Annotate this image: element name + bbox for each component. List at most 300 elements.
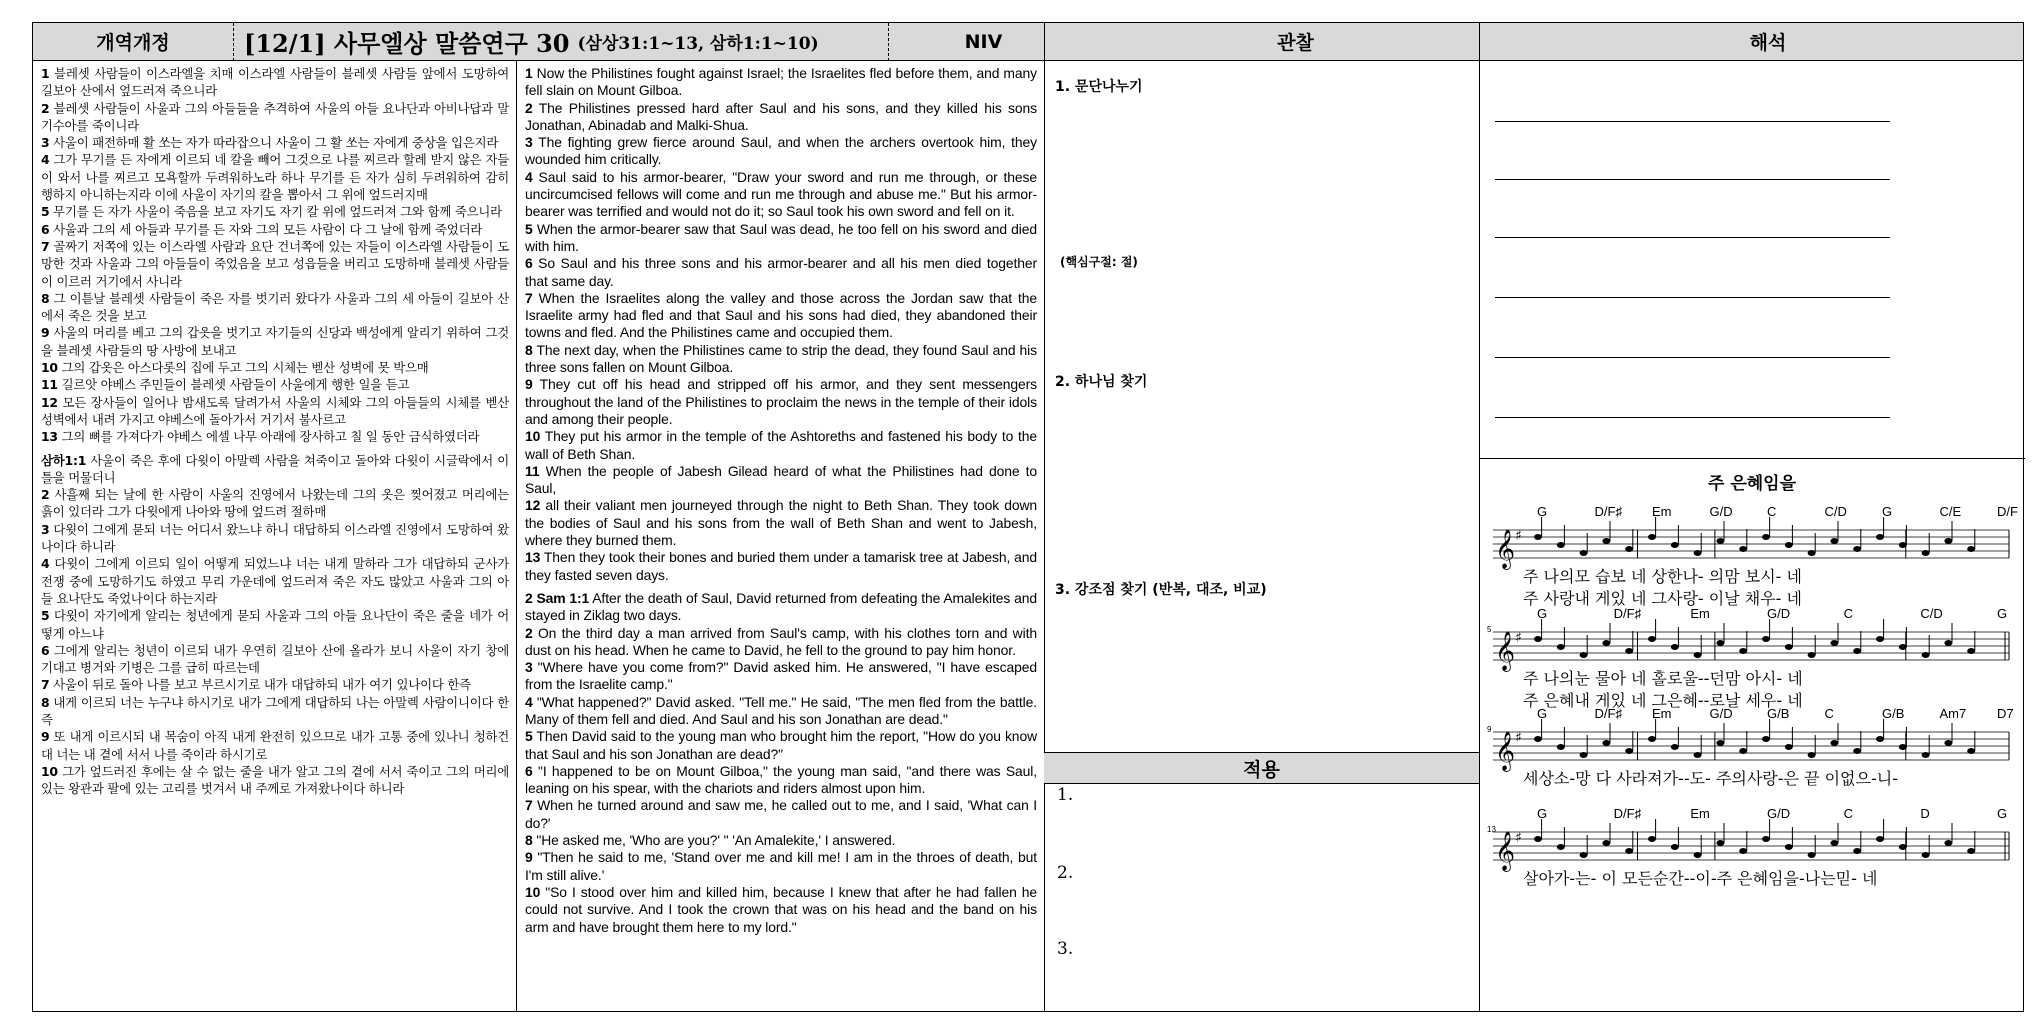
note-head [1830,740,1838,746]
page-title [233,23,888,61]
verse [525,342,1037,377]
verse [41,221,509,238]
note-head [1557,644,1565,650]
note-head [1580,550,1588,556]
verse-text: 다윗이 그에게 묻되 너는 어디서 왔느냐 하니 대답하되 이스라엘 진영에서 도망하여 왔나이다 하니라 [41,521,509,555]
verse [525,694,1037,729]
chord-label: G [1537,504,1548,519]
verse-text: 길르앗 야베스 주민들이 블레셋 사람들이 사울에게 행한 일을 듣고 [57,377,410,393]
note-head [1694,652,1702,658]
note-head [1694,752,1702,758]
niv-text-column [525,65,1037,936]
note-head [1580,652,1588,658]
chord-label: Em [1652,504,1672,519]
note-head [1557,844,1565,850]
verse-number: 6 [41,221,50,237]
verse [41,203,509,220]
verse [525,728,1037,763]
verse [41,324,509,359]
verse [41,359,509,376]
verse [41,134,509,151]
verse-text: So Saul and his three sons and his armor-bearer and all his men died together that same day. [525,255,1037,289]
header-observe [1078,23,1513,61]
chord-label: C/D [1824,504,1847,519]
note-head [1967,648,1975,654]
chord-label: G/D [1709,504,1733,519]
apply-item-1: 1. [1057,785,1074,805]
chord-label: Em [1690,606,1710,621]
note-head [1534,736,1542,742]
note-head [1580,852,1588,858]
treble-clef: 𝄞 [1495,831,1516,871]
note-head [1716,840,1724,846]
verse-number: 10 [525,428,541,445]
note-head [1671,844,1679,850]
note-head [1762,534,1770,540]
verse [525,65,1037,100]
song-title: 주 은혜임을 [1707,474,1797,494]
verse [41,65,509,100]
verse-text: Then they took their bones and buried them under a tamarisk tree at Jabesh, and they fasted seven days. [525,549,1037,583]
note-head [1648,836,1656,842]
verse-text: 그에게 알리는 청년이 이르되 내가 우연히 길보아 산에 올라가 보니 사울이 자기 창에 기대고 병거와 기병은 그를 급히 따르는데 [41,642,509,676]
verse [525,463,1037,498]
verse-text: Then David said to the young man who brought him the report, "How do you know that Saul and his son Jonathan are dead?" [525,728,1037,762]
verse-number: 3 [525,659,533,676]
chord-label: D/F♯ [1594,706,1622,721]
korean-passage-2 [41,452,509,798]
verse [525,763,1037,798]
chord-label: G/B [1767,706,1790,721]
header-observe-label: 관찰 [1277,32,1314,54]
note-head [1671,644,1679,650]
note-head [1808,752,1816,758]
note-head [1602,640,1610,646]
verse-number: 8 [41,694,50,710]
verse-number: 12 [525,497,541,514]
chord-label: C [1767,504,1777,519]
verse [41,238,509,290]
verse-text: When the armor-bearer saw that Saul was dead, he too fell on his sword and died with him. [525,220,1037,254]
verse-text: 무기를 든 자가 사울이 죽음을 보고 자기도 자기 칼 위에 엎드러져 그와 함께 죽으니라 [49,204,502,220]
note-head [1922,852,1930,858]
chord-label: D/F♯ [1613,806,1642,821]
verse-text: "I happened to be on Mount Gilboa," the young man said, "and there was Saul, leaning on his spear, with the chariots and riders almost upon him. [525,762,1037,797]
note-head [1785,542,1793,548]
verse [41,428,509,445]
chord-label: D [1920,806,1930,821]
note-head [1602,538,1610,544]
verse-number: 8 [525,832,533,849]
key-verse-label: (핵심구절: 절) [1060,255,1138,269]
verse-text: all their valiant men journeyed through the night to Beth Shan. They took down the bodies of Saul and his sons from the wall of Beth Shan and went to Jabesh, where they burned them. [525,497,1037,549]
korean-text-column [41,65,509,797]
verse [41,694,509,729]
note-head [1899,542,1907,548]
note-head [1922,652,1930,658]
chord-label: G [1537,806,1548,821]
verse-text: 내게 이르되 너는 누구냐 하시기로 내가 그에게 대답하되 나는 아말렉 사람이니이다 한즉 [41,694,509,727]
verse-number: 6 [41,642,50,658]
chord-label: G/D [1767,606,1791,621]
verse-text: 그의 갑옷은 아스다롯의 집에 두고 그의 시체는 벧산 성벽에 못 박으매 [57,360,429,376]
header-niv [888,23,1078,61]
note-head [1534,636,1542,642]
note-head [1876,736,1884,742]
verse [41,151,509,203]
verse [41,486,509,521]
verse [525,549,1037,584]
note-head [1762,636,1770,642]
header-interpret [1513,23,2023,61]
note-head [1602,840,1610,846]
chord-label: Em [1652,706,1672,721]
interpret-line-1 [1495,121,1890,122]
chord-label: D7 [1997,706,2014,721]
verse-number: 13 [41,429,58,445]
verse-number: 7 [525,797,533,814]
verse-number: 6 [525,762,533,779]
chord-label: C [1843,806,1854,821]
note-head [1876,836,1884,842]
interpret-line-6 [1495,417,1890,418]
observe-step-3: 3. 강조점 찾기 (반복, 대조, 비교) [1055,582,1267,598]
verse-text: After the death of Saul, David returned from defeating the Amalekites and stayed in Ziklag two days. [525,589,1038,624]
note-head [1899,844,1907,850]
verse-text: The next day, when the Philistines came to strip the dead, they found Saul and his three sons fallen on Mount Gilboa. [525,341,1037,376]
chord-label: G/D [1709,706,1733,721]
observe-step-1: 1. 문단나누기 [1055,79,1143,95]
verse [525,221,1037,256]
verse [41,676,509,693]
verse-text: 블레셋 사람들이 사울과 그의 아들들을 추격하여 사울의 아들 요나단과 아비나답과 말기수아를 죽이니라 [41,100,509,133]
verse [525,884,1037,936]
verse-text: 사울과 그의 세 아들과 무기를 든 자와 그의 모든 사람이 다 그 날에 함께 죽었더라 [49,221,483,237]
verse-number: 6 [525,255,533,272]
verse-number: 5 [525,220,533,237]
note-head [1739,848,1747,854]
verse [41,376,509,393]
chord-label: G/B [1882,706,1905,721]
note-head [1899,644,1907,650]
interpret-line-4 [1495,297,1890,298]
verse-number: 13 [525,549,541,566]
chord-label: G [1882,504,1893,519]
verse [41,642,509,677]
key-signature-sharp: ♯ [1515,528,1522,544]
verse-text: 사울이 패전하매 활 쏘는 자가 따라잡으니 사울이 그 활 쏘는 자에게 중상을 입은지라 [49,135,499,151]
note-head [1602,740,1610,746]
verse [41,555,509,607]
note-head [1853,546,1861,552]
verse [41,394,509,429]
verse-number: 5 [525,728,533,745]
verse [525,134,1037,169]
verse [525,497,1037,549]
key-signature-sharp: ♯ [1515,630,1522,646]
verse-number: 8 [525,341,533,358]
note-head [1785,844,1793,850]
verse-number: 11 [525,462,540,479]
chord-label: C/D [1920,606,1943,621]
verse-number: 2 [41,100,50,116]
verse-number: 7 [41,677,50,693]
observe-step-2: 2. 하나님 찾기 [1055,374,1148,390]
note-head [1557,744,1565,750]
verse [525,849,1037,884]
interpret-line-3 [1495,237,1890,238]
verse-number: 10 [525,883,541,900]
verse [525,290,1037,342]
verse-text: "Then he said to me, 'Stand over me and kill me! I am in the throes of death, but I'm still alive.' [525,849,1037,883]
note-head [1716,740,1724,746]
note-head [1967,748,1975,754]
verse-text: They put his armor in the temple of the Ashtoreths and fastened his body to the wall of Beth Shan. [525,428,1037,462]
chord-label: G [1537,606,1548,621]
note-head [1922,752,1930,758]
verse [525,255,1037,290]
verse-text: "Where have you come from?" David asked him. He answered, "I have escaped from the Israelite camp." [525,659,1037,693]
chord-label: Em [1690,806,1710,821]
note-head [1739,546,1747,552]
measure-number: 13 [1487,825,1496,834]
note-head [1967,848,1975,854]
note-head [1785,644,1793,650]
note-head [1648,736,1656,742]
key-signature-sharp: ♯ [1515,730,1522,746]
note-head [1853,648,1861,654]
chord-label: C [1824,706,1834,721]
verse-number: 7 [41,238,50,254]
note-head [1739,648,1747,654]
verse-number: 5 [41,608,50,624]
verse-number: 9 [525,376,533,393]
interpret-line-2 [1495,179,1890,180]
lyric-line-2: 주 은혜내 게있 네 그은혜--로날 세우- 네 [1523,691,1803,710]
verse-text: "He asked me, 'Who are you?' " 'An Amalekite,' I answered. [532,832,896,849]
verse-number: 7 [525,289,533,306]
song-score [1479,460,2025,1013]
note-head [1694,852,1702,858]
verse-number: 4 [525,168,533,185]
note-head [1716,538,1724,544]
verse-text: 블레셋 사람들이 이스라엘을 치매 이스라엘 사람들이 블레셋 사람들 앞에서 도망하여 길보아 산에서 엎드러져 죽으니라 [41,66,509,99]
note-head [1671,542,1679,548]
note-head [1876,636,1884,642]
verse [525,797,1037,832]
apply-item-2: 2. [1057,863,1074,883]
verse-number: 4 [525,693,533,710]
note-head [1899,744,1907,750]
note-head [1944,640,1952,646]
note-head [1762,736,1770,742]
verse [41,607,509,642]
verse [41,100,509,135]
verse [41,521,509,556]
verse-number: 4 [41,556,50,572]
verse-text: When the people of Jabesh Gilead heard of what the Philistines had done to Saul, [525,462,1037,497]
note-head [1648,534,1656,540]
chord-label: D/F♯ [1613,606,1642,621]
treble-clef: 𝄞 [1495,529,1516,569]
verse-number: 2 [525,99,533,116]
verse-text: 다윗이 그에게 이르되 일이 어떻게 되었느냐 너는 내게 말하라 그가 대답하되 군사가 전쟁 중에 도망하기도 하였고 무리 가운데에 엎드러져 죽은 자도 많았고 사울과 그의 아들 요나단도 죽었나이다 하는지라 [41,556,509,606]
note-head [1534,534,1542,540]
verse-text: 골짜기 저쪽에 있는 이스라엘 사람과 요단 건너쪽에 있는 자들이 이스라엘 사람들이 도망한 것과 사울과 그의 아들들이 죽었음을 보고 성읍들을 버리고 도망하매 블레셋 사람들이 이르러 거기에서 사니라 [41,238,509,289]
lyric-line-1: 살아가-는- 이 모든순간--이-주 은혜임을-나는믿- 네 [1523,869,1878,888]
header-korean [33,23,233,61]
verse-number: 5 [41,204,50,220]
verse-number: 3 [525,134,533,151]
verse-number: 2 [525,624,533,641]
verse-text: 다윗이 자기에게 알리는 청년에게 묻되 사울과 그의 아들 요나단이 죽은 줄을 네가 어떻게 아느냐 [41,608,509,641]
korean-passage-1 [41,65,509,446]
chord-label: G [1997,606,2008,621]
verse [525,832,1037,849]
title-ref: (삼상31:1~13, 삼하1:1~10) [577,34,819,54]
verse-text: 그가 엎드러진 후에는 살 수 없는 줄을 내가 알고 그의 곁에 서서 죽이고 그의 머리에 있는 왕관과 팔에 있는 고리를 벗겨서 내 주께로 가져왔나이다 하니라 [41,763,509,797]
niv-passage-1 [525,65,1037,584]
note-head [1625,848,1633,854]
verse [525,376,1037,428]
verse [525,590,1037,625]
verse [41,763,509,798]
chord-label: G [1997,806,2008,821]
song-sheet [1479,460,2025,1013]
note-head [1944,840,1952,846]
divider-1 [516,61,517,1011]
note-head [1830,538,1838,544]
verse [41,452,509,487]
verse-text: Saul said to his armor-bearer, "Draw your sword and run me through, or these uncircumcised fellows will come and run me through and abuse me." But his armor-bearer was terrified and would not do it; so Saul took his own sword and fell on it. [525,168,1037,220]
note-head [1557,542,1565,548]
key-signature-sharp: ♯ [1515,830,1522,846]
verse [41,290,509,325]
worksheet-frame [32,22,2024,1012]
verse [525,625,1037,660]
verse-text: 그가 무기를 든 자에게 이르되 네 칼을 빼어 그것으로 나를 찌르라 할례 받지 않은 자들이 와서 나를 찌르고 모욕할까 두려워하노라 하나 무기를 든 자가 심히 두려워하여 감히 행하지 아니하는지라 이에 사울이 자기의 칼을 뽑아서 그 위에 엎드러지매 [41,152,509,203]
apply-title: 적용 [1243,758,1280,781]
verse-number: 3 [41,521,50,537]
verse-text: 모든 장사들이 일어나 밤새도록 달려가서 사울의 시체와 그의 아들들의 시체를 벧산 성벽에서 내려 가지고 야베스에 돌아가서 거기서 불사르고 [41,394,509,427]
note-head [1808,852,1816,858]
verse-number: 10 [41,360,58,376]
chord-label: C/E [1939,504,1962,519]
verse-number: 12 [41,394,58,410]
chord-label: C [1843,606,1854,621]
apply-item-3: 3. [1057,939,1074,959]
verse-text: 사울이 뒤로 돌아 나를 보고 부르시기로 내가 대답하되 내가 여기 있나이다 한즉 [49,677,471,693]
niv-passage-2 [525,590,1037,936]
interpret-line-5 [1495,357,1890,358]
note-head [1808,652,1816,658]
note-head [1830,840,1838,846]
header-korean-label: 개역개정 [96,32,170,54]
verse-text: "What happened?" David asked. "Tell me." He said, "The men fled from the battle. Many of them fell and died. And Saul and his son Jonathan are dead." [525,693,1037,727]
note-head [1922,550,1930,556]
note-head [1625,648,1633,654]
apply-header [1044,752,1479,784]
verse-number: 8 [41,290,50,306]
verse-text: "So I stood over him and killed him, because I knew that after he had fallen he could not survive. And I took the crown that was on his head and the band on his arm and have brought them here to my lord." [525,883,1037,935]
verse-text: When he turned around and saw me, he called out to me, and I said, 'What can I do?' [525,797,1037,831]
note-head [1808,550,1816,556]
note-head [1625,546,1633,552]
chord-label: D/F♯ [1594,504,1622,519]
divider-2 [1044,23,1045,1011]
note-head [1694,550,1702,556]
lyric-line-1: 세상소-망 다 사라져가--도- 주의사랑-은 끝 이없으-니- [1523,769,1898,788]
measure-number: 9 [1487,725,1492,734]
chord-label: D/F [1997,504,2018,519]
note-head [1876,534,1884,540]
verse [525,169,1037,221]
note-head [1762,836,1770,842]
header-niv-label: NIV [964,30,1003,53]
verse [525,100,1037,135]
verse-text: 사흘째 되는 날에 한 사람이 사울의 진영에서 나왔는데 그의 옷은 찢어졌고 머리에는 흙이 있더라 그가 다윗에게 나아와 땅에 엎드려 절하매 [41,487,509,520]
note-head [1853,748,1861,754]
verse-text: When the Israelites along the valley and those across the Jordan saw that the Israelite army had fled and that Saul and his sons had died, they abandoned their towns and fled. And the Philistines came and occupied them. [525,289,1037,341]
measure-number: 5 [1487,625,1492,634]
verse-number: 9 [525,849,533,866]
header-interpret-label: 해석 [1749,32,1787,54]
verse [525,428,1037,463]
chord-label: G/D [1767,806,1791,821]
note-head [1648,636,1656,642]
note-head [1580,752,1588,758]
interpret-bottom-border [1479,458,2025,459]
verse-text: They cut off his head and stripped off his armor, and they sent messengers throughout the land of the Philistines to proclaim the news in the temple of their idols and among their people. [525,376,1037,427]
verse [525,659,1037,694]
note-head [1625,748,1633,754]
title-main: [12/1] 사무엘상 말씀연구 30 [244,29,570,58]
verse-text: 사울이 죽은 후에 다윗이 아말렉 사람을 쳐죽이고 돌아와 다윗이 시글락에서 이틀을 머물더니 [41,452,509,485]
verse-number: 2 Sam 1:1 [525,589,590,606]
verse-number: 2 [41,487,50,503]
note-head [1716,640,1724,646]
treble-clef: 𝄞 [1495,731,1516,771]
verse-number: 1 [41,66,50,81]
verse-text: 그 이튿날 블레셋 사람들이 죽은 자를 벗기러 왔다가 사울과 그의 세 아들이 길보아 산에서 죽은 것을 보고 [41,290,509,324]
lyric-line-1: 주 나의모 습보 네 상한나- 의맘 보시- 네 [1523,567,1802,586]
chord-label: Am7 [1939,706,1967,721]
lyric-line-2: 주 사랑내 게있 네 그사랑- 이날 채우- 네 [1523,589,1802,608]
verse-number: 삼하1:1 [41,452,87,468]
note-head [1944,538,1952,544]
verse-number: 4 [41,152,50,168]
verse-number: 3 [41,135,50,151]
chord-label: G [1537,706,1548,721]
note-head [1967,546,1975,552]
verse-number: 11 [41,377,58,393]
verse-number: 9 [41,729,50,745]
treble-clef: 𝄞 [1495,631,1516,671]
verse-text: 사울의 머리를 베고 그의 갑옷을 벗기고 자기들의 신당과 백성에게 알리기 위하여 그것을 블레셋 사람들의 땅 사방에 보내고 [41,325,509,358]
verse-text: The Philistines pressed hard after Saul and his sons, and they killed his sons Jonathan, Abinadab and Malki-Shua. [525,99,1037,133]
note-head [1671,744,1679,750]
verse-number: 1 [525,65,533,81]
note-head [1785,744,1793,750]
verse-text: Now the Philistines fought against Israel; the Israelites fled before them, and many fell slain on Mount Gilboa. [525,65,1037,99]
verse-text: On the third day a man arrived from Saul's camp, with his clothes torn and with dust on his head. When he came to David, he fell to the ground to pay him honor. [525,624,1037,658]
verse-text: 또 내게 이르시되 내 목숨이 아직 내게 완전히 있으므로 내가 고통 중에 있나니 청하건대 너는 내 곁에 서서 나를 죽이라 하시기로 [41,729,509,762]
lyric-line-1: 주 나의눈 물아 네 홀로울--던맘 아시- 네 [1523,669,1803,688]
note-head [1739,748,1747,754]
note-head [1853,848,1861,854]
verse-number: 9 [41,325,50,341]
verse-text: 그의 뼈를 가져다가 야베스 에셀 나무 아래에 장사하고 칠 일 동안 금식하였더라 [57,429,480,445]
